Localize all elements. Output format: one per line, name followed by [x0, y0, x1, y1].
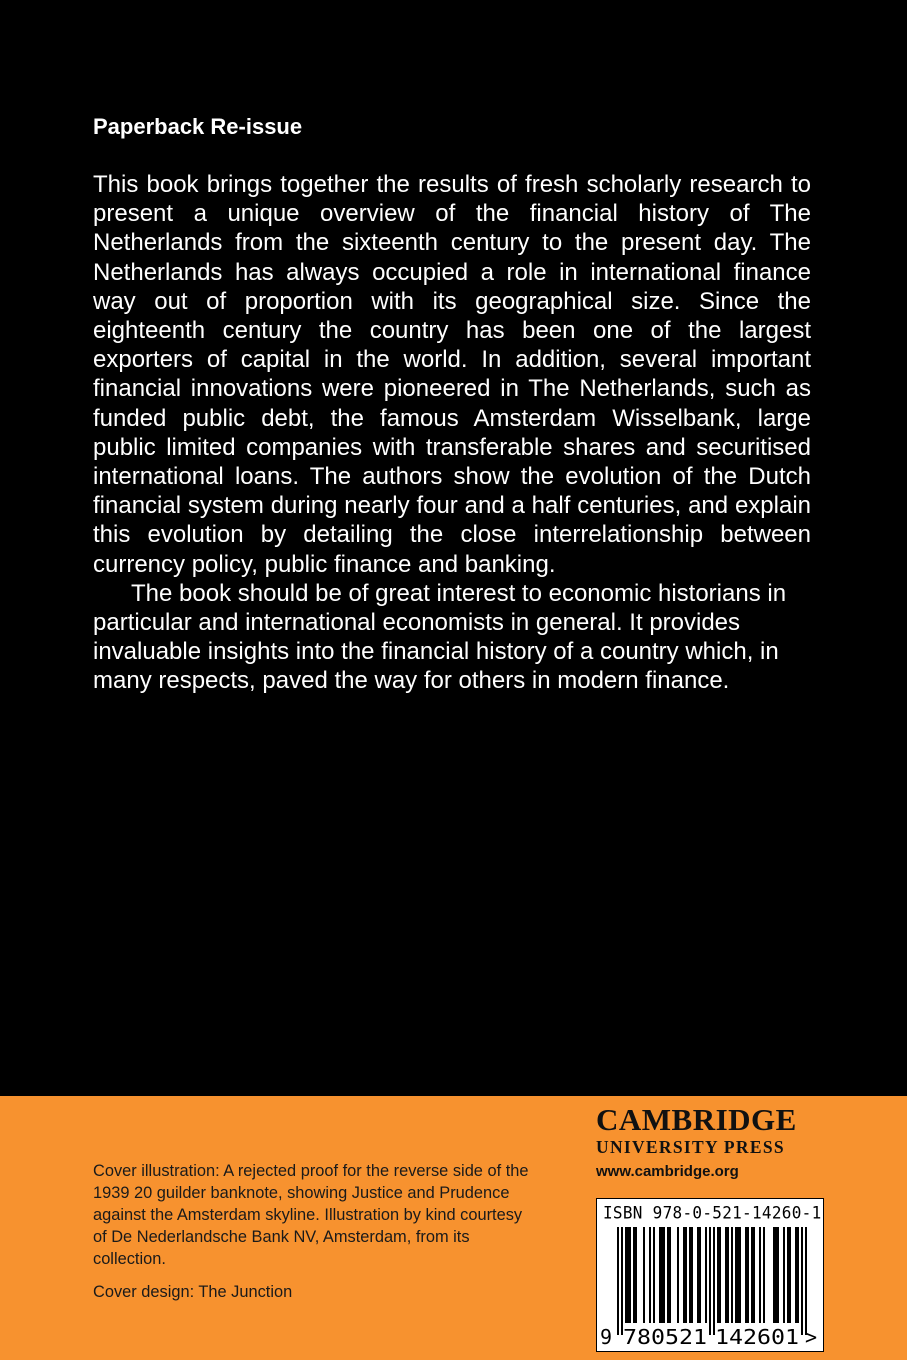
barcode-bar [685, 1227, 687, 1323]
barcode-bar [625, 1227, 627, 1323]
footer-band [0, 1096, 907, 1360]
barcode-bar [789, 1227, 791, 1323]
barcode-bar [747, 1227, 749, 1323]
barcode-bar [763, 1227, 765, 1323]
barcode-bar [649, 1227, 651, 1323]
barcode-bar [643, 1227, 645, 1323]
barcode-bar [635, 1227, 637, 1323]
publisher-press: UNIVERSITY PRESS [596, 1137, 785, 1157]
barcode-bar [725, 1227, 727, 1323]
barcode-bar [759, 1227, 761, 1323]
blurb [93, 170, 811, 696]
barcode-bar [689, 1227, 691, 1323]
barcode-bar [731, 1227, 733, 1323]
book-heading: Paperback Re-issue [93, 114, 303, 139]
barcode-bar [797, 1227, 799, 1323]
barcode-bar [683, 1227, 685, 1323]
barcode-bar [795, 1227, 797, 1323]
barcode-bar [697, 1227, 699, 1323]
barcode-bar [713, 1227, 715, 1335]
cover-design-credit: Cover design: The Junction [93, 1283, 293, 1301]
blurb-paragraph-1: This book brings together the results of fresh scholarly research to present a unique overview of the financial history of The Netherlands from the sixteenth century to the present day. The Netherlands has always occupied a role in international finance way out of proportion with its geographical size. Since the eighteenth century the country has been one of the largest exporters of capital in the world. In addition, several important financial innovations were pioneered in The Netherlands, such as funded public debt, the famous Amsterdam Wisselbank, large public limited companies with transferable shares and securitised international loans. The authors show the evolution of the Dutch financial system during nearly four and a half centuries, and explain this evolution by detailing the close interrelationship between currency policy, public finance and banking. [93, 171, 811, 578]
barcode-left-digits: 780521 [623, 1325, 707, 1349]
barcode-bar [705, 1227, 707, 1323]
barcode-bar [727, 1227, 729, 1323]
barcode-bar [805, 1227, 807, 1335]
barcode-bar [783, 1227, 785, 1323]
barcode-right-digits: 142601 [715, 1325, 799, 1349]
barcode-bar [663, 1227, 665, 1323]
barcode-bar [717, 1227, 719, 1323]
publisher-name: CAMBRIDGE [596, 1102, 797, 1137]
barcode-bars [617, 1227, 807, 1335]
barcode-bar [773, 1227, 775, 1323]
barcode-bar [787, 1227, 789, 1323]
publisher-logo [596, 1104, 826, 1180]
barcode-quiet-mark: > [805, 1325, 818, 1349]
barcode-bar [669, 1227, 671, 1323]
barcode-bar [709, 1227, 711, 1335]
barcode-bar [633, 1227, 635, 1323]
barcode-bar [667, 1227, 669, 1323]
barcode-bar [753, 1227, 755, 1323]
blurb-paragraph-2: The book should be of great interest to economic historians in particular and international economists in general. It provides invaluable insights into the financial history of a country which, in many respects, paved the way for others in modern finance. [93, 579, 787, 695]
barcode-box [596, 1198, 824, 1352]
barcode-bar [699, 1227, 701, 1323]
barcode-bar [627, 1227, 629, 1323]
barcode-bar [801, 1227, 803, 1335]
isbn-label: ISBN 978-0-521-14260-1 [603, 1202, 822, 1223]
barcode-bar [751, 1227, 753, 1323]
barcode-bar [719, 1227, 721, 1323]
barcode-bar [661, 1227, 663, 1323]
barcode-bar [653, 1227, 655, 1323]
barcode-bar [777, 1227, 779, 1323]
barcode-bar [745, 1227, 747, 1323]
barcode-bar [691, 1227, 693, 1323]
barcode-lead-digit: 9 [600, 1325, 613, 1349]
cover-illustration-credit: Cover illustration: A rejected proof for the reverse side of the 1939 20 guilder banknote, showing Justice and Prudence against the Amsterdam skyline. Illustration by kind courtesy of De Nederlandsche Bank NV, Amsterdam, from its collection. [93, 1162, 529, 1268]
publisher-url: www.cambridge.org [596, 1163, 739, 1180]
barcode-bar [737, 1227, 739, 1323]
barcode-bar [621, 1227, 623, 1335]
barcode-bar [739, 1227, 741, 1323]
barcode-bar [659, 1227, 661, 1323]
barcode-bar [629, 1227, 631, 1323]
barcode-bar [735, 1227, 737, 1323]
barcode-bar [617, 1227, 619, 1335]
barcode-bar [677, 1227, 679, 1323]
barcode-bar [775, 1227, 777, 1323]
